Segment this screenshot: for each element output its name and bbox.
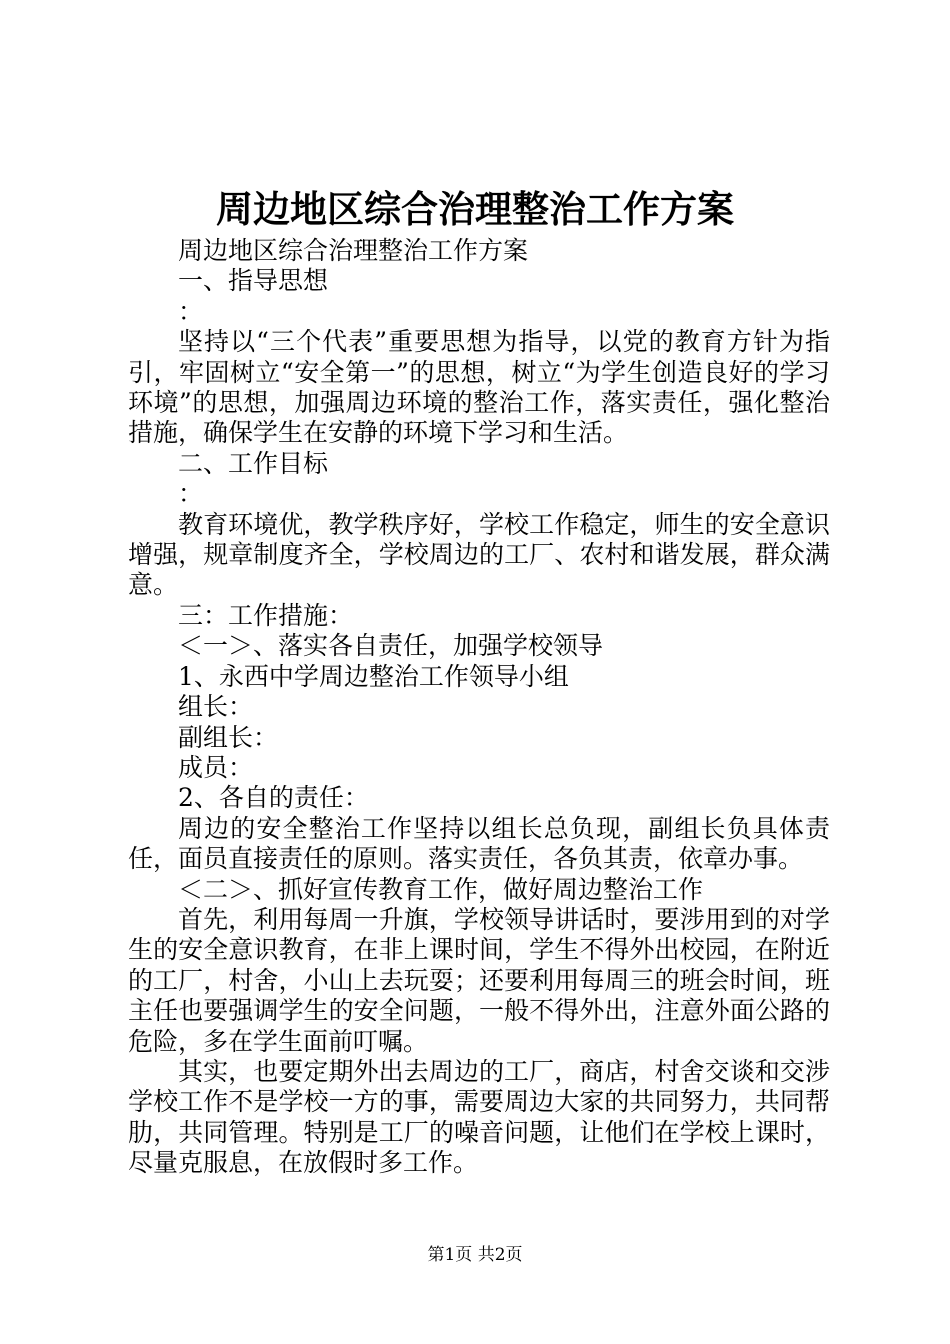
body-heading: 周边地区综合治理整治工作方案 [178, 236, 529, 265]
section-heading-work-goals: 二、工作目标 [178, 448, 329, 478]
paragraph-guiding-ideology: 坚持以“三个代表”重要思想为指导，以党的教育方针为指引，牢固树立“安全第一”的思想，树立“为学生创造良好的学习环境”的思想，加强周边环境的整治工作，落实责任，强化整治措施，确保学生在安静的环境下学习和生活。 [128, 327, 830, 448]
subsection-heading-1: ＜一＞、落实各自责任，加强学校领导 [178, 631, 604, 661]
list-item-leader: 组长： [178, 692, 254, 722]
colon-line: ： [178, 479, 204, 509]
list-item-deputy-leader: 副组长： [178, 722, 279, 752]
paragraph-education: 首先，利用每周一升旗，学校领导讲话时，要涉用到的对学生的安全意识教育，在非上课时间，学生不得外出校园，在附近的工厂，村舍，小山上去玩耍；还要利用每周三的班会时间，班主任也要强调学生的安全问题，一般不得外出，注意外面公路的危险，多在学生面前叮嘱。 [128, 904, 830, 1056]
document-body [128, 236, 830, 1179]
subsection-heading-2: ＜二＞、抓好宣传教育工作，做好周边整治工作 [178, 874, 704, 904]
paragraph-community: 其实，也要定期外出去周边的工厂，商店，村舍交谈和交涉学校工作不是学校一方的事，需要周边大家的共同努力，共同帮肋，共同管理。特别是工厂的噪音问题，让他们在学校上课时，尽量克服息，在放假时多工作。 [128, 1056, 830, 1178]
section-heading-work-measures: 三：工作措施： [178, 600, 354, 630]
colon-line: ： [178, 296, 204, 326]
list-item-responsibilities: 2、各自的责任： [178, 783, 369, 813]
list-item-leadership-group: 1、永西中学周边整治工作领导小组 [178, 661, 569, 691]
paragraph-responsibilities: 周边的安全整治工作坚持以组长总负现，副组长负具体责任，面员直接责任的原则。落实责任，各负其责，依章办事。 [128, 813, 830, 874]
document-title: 周边地区综合治理整治工作方案 [216, 187, 734, 231]
page-number-footer: 第1页 共2页 [427, 1245, 523, 1265]
list-item-members: 成员： [178, 752, 254, 782]
paragraph-work-goals: 教育环境优，教学秩序好，学校工作稳定，师生的安全意识增强，规章制度齐全，学校周边的工厂、农村和谐发展，群众满意。 [128, 509, 830, 600]
section-heading-guiding-ideology: 一、指导思想 [178, 266, 329, 296]
